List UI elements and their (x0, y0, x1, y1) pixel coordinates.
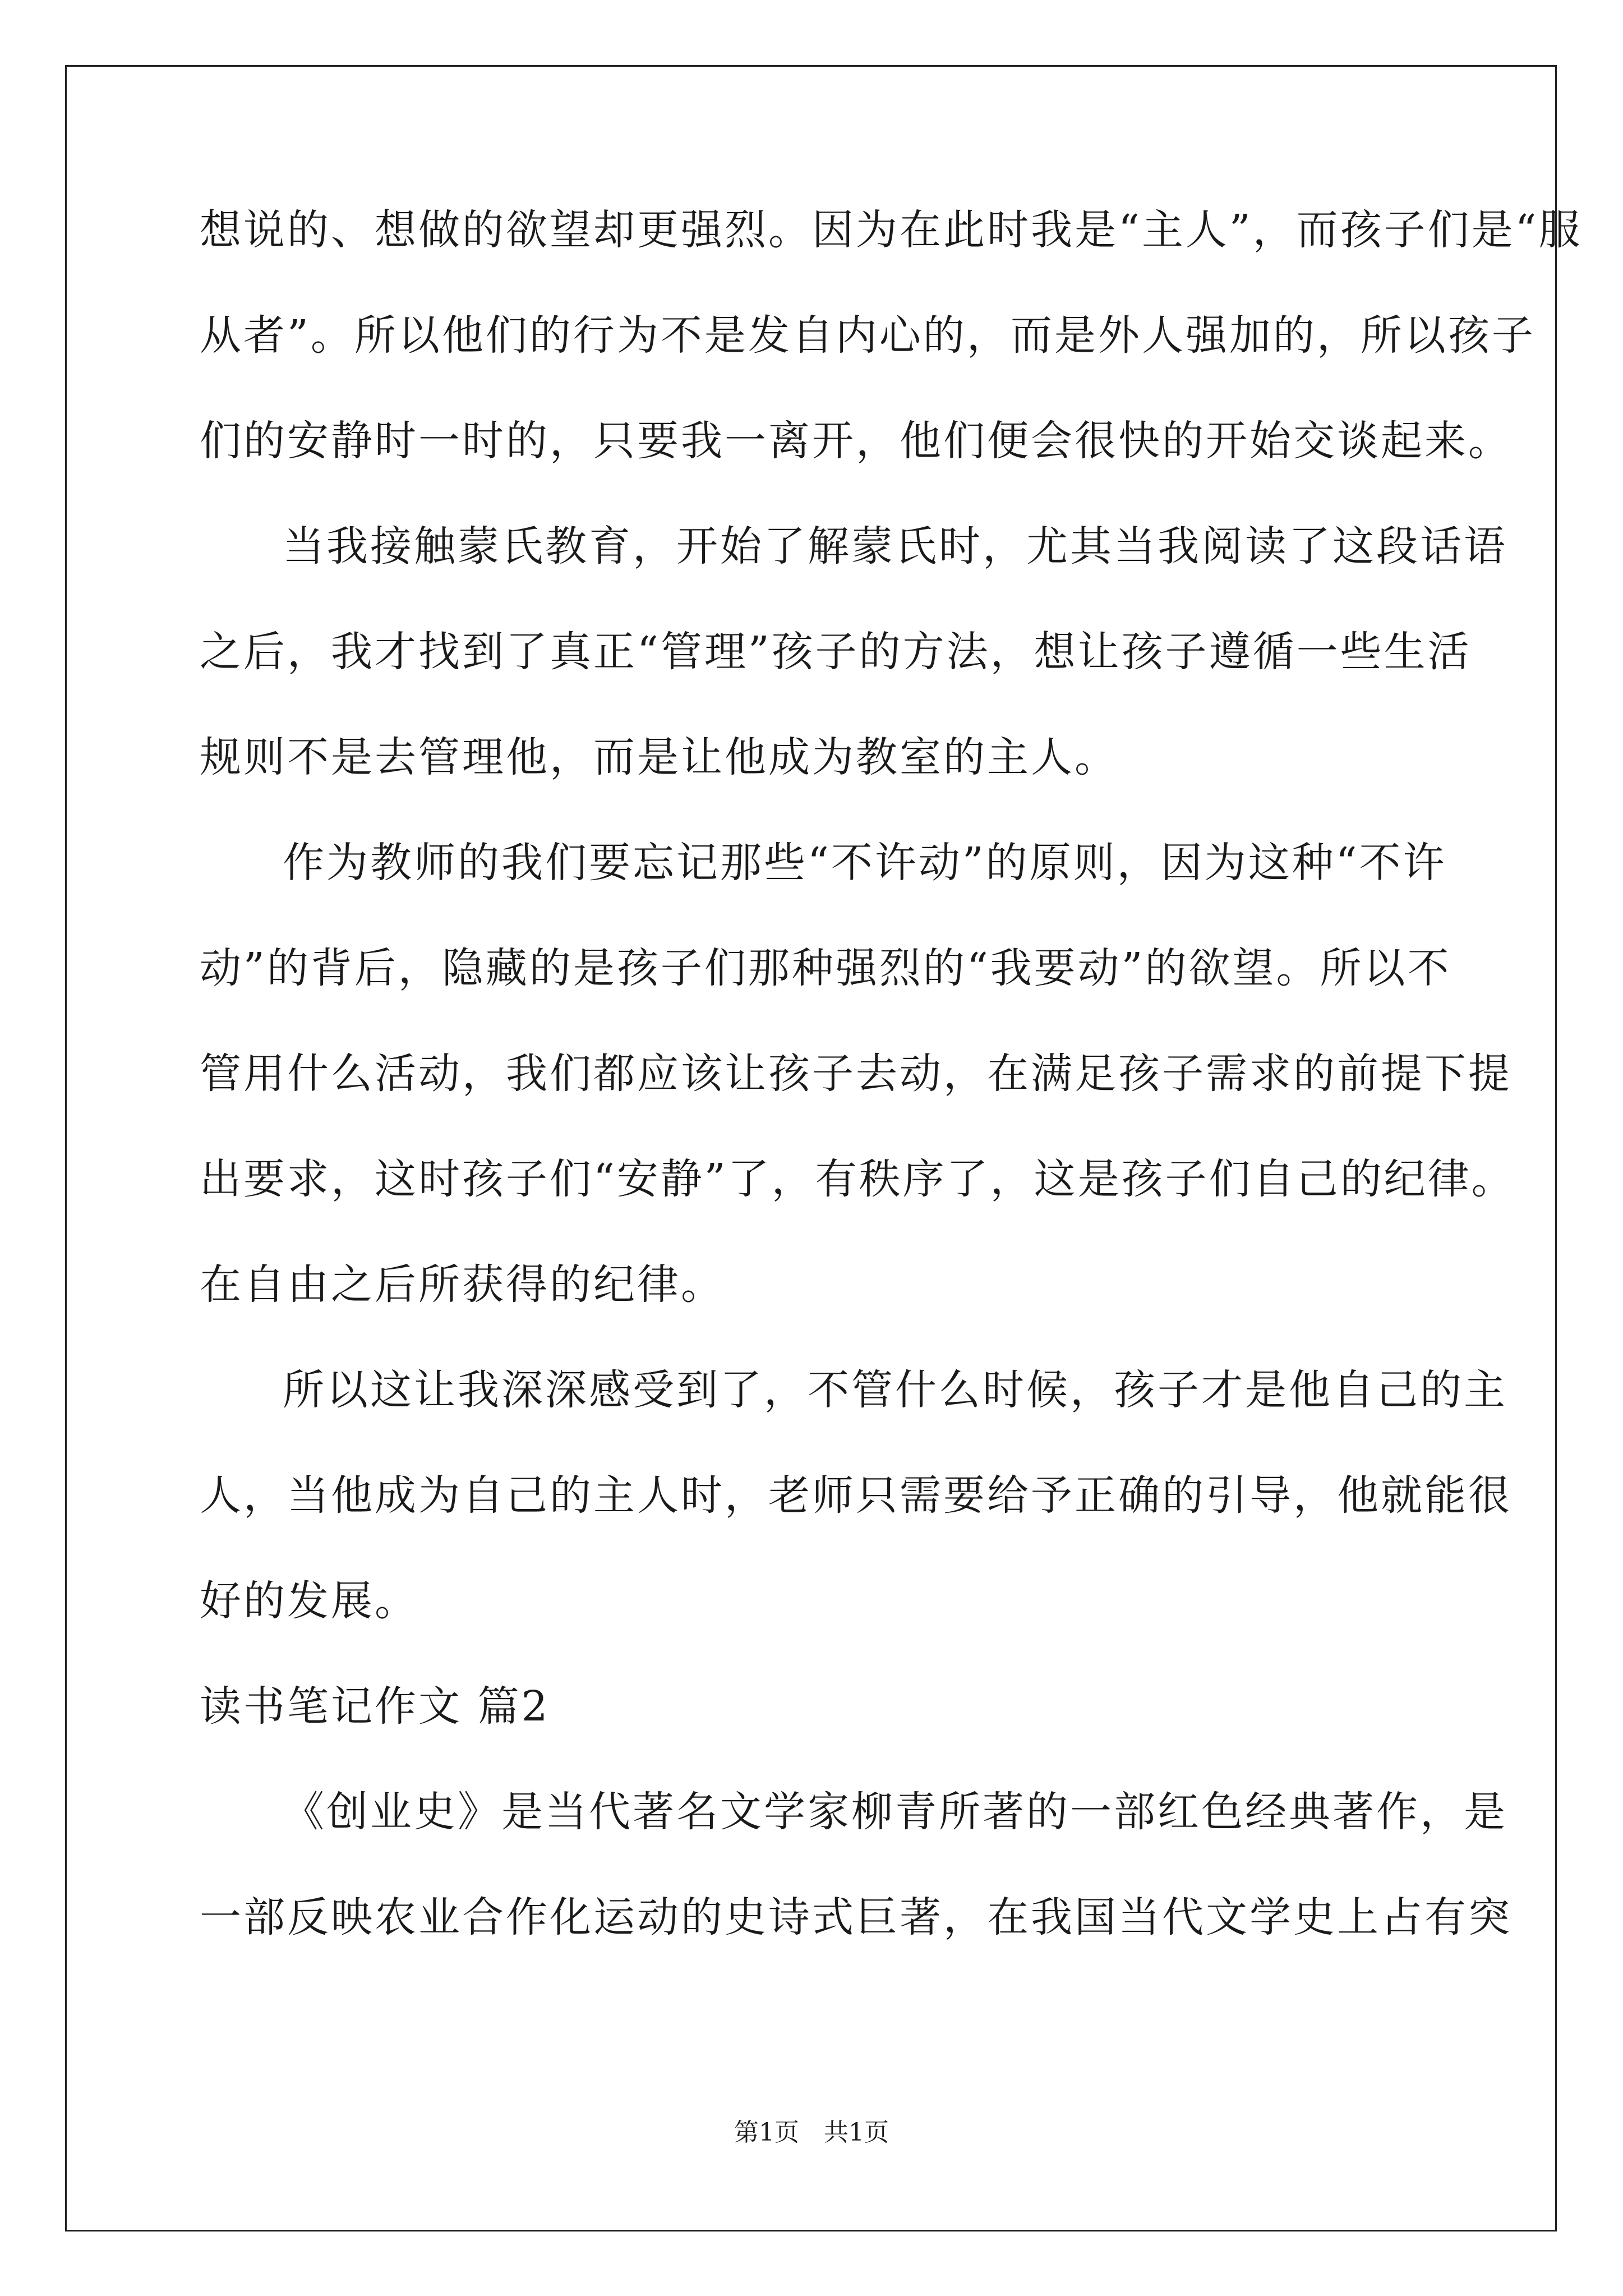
text-line: 动”的背后，隐藏的是孩子们那种强烈的“我要动”的欲望。所以不 (200, 944, 1451, 992)
section-heading: 读书笔记作文 篇2 (200, 1682, 550, 1731)
text-line: 想说的、想做的欲望却更强烈。因为在此时我是“主人”，而孩子们是“服 (200, 206, 1583, 254)
paragraph-first-line: 作为教师的我们要忘记那些“不许动”的原则，因为这种“不许 (283, 839, 1447, 887)
text-line: 在自由之后所获得的纪律。 (200, 1260, 725, 1309)
text-line: 一部反映农业合作化运动的史诗式巨著，在我国当代文学史上占有突 (200, 1893, 1512, 1941)
text-line: 们的安静时一时的，只要我一离开，他们便会很快的开始交谈起来。 (200, 417, 1512, 465)
paragraph-first-line: 所以这让我深深感受到了，不管什么时候，孩子才是他自己的主 (283, 1366, 1507, 1414)
text-line: 人，当他成为自己的主人时，老师只需要给予正确的引导，他就能很 (200, 1471, 1512, 1520)
text-line: 从者”。所以他们的行为不是发自内心的，而是外人强加的，所以孩子 (200, 311, 1536, 360)
text-line: 规则不是去管理他，而是让他成为教室的主人。 (200, 733, 1118, 781)
text-line: 管用什么活动，我们都应该让孩子去动，在满足孩子需求的前提下提 (200, 1050, 1512, 1098)
paragraph-first-line: 《创业史》是当代著名文学家柳青所著的一部红色经典著作，是 (283, 1788, 1507, 1836)
paragraph-first-line: 当我接触蒙氏教育，开始了解蒙氏时，尤其当我阅读了这段话语 (283, 522, 1507, 570)
text-line: 好的发展。 (200, 1577, 418, 1625)
text-line: 出要求，这时孩子们“安静”了，有秩序了，这是孩子们自己的纪律。 (200, 1155, 1515, 1203)
page-number: 第1页 共1页 (734, 2118, 889, 2147)
text-line: 之后，我才找到了真正“管理”孩子的方法，想让孩子遵循一些生活 (200, 628, 1472, 676)
